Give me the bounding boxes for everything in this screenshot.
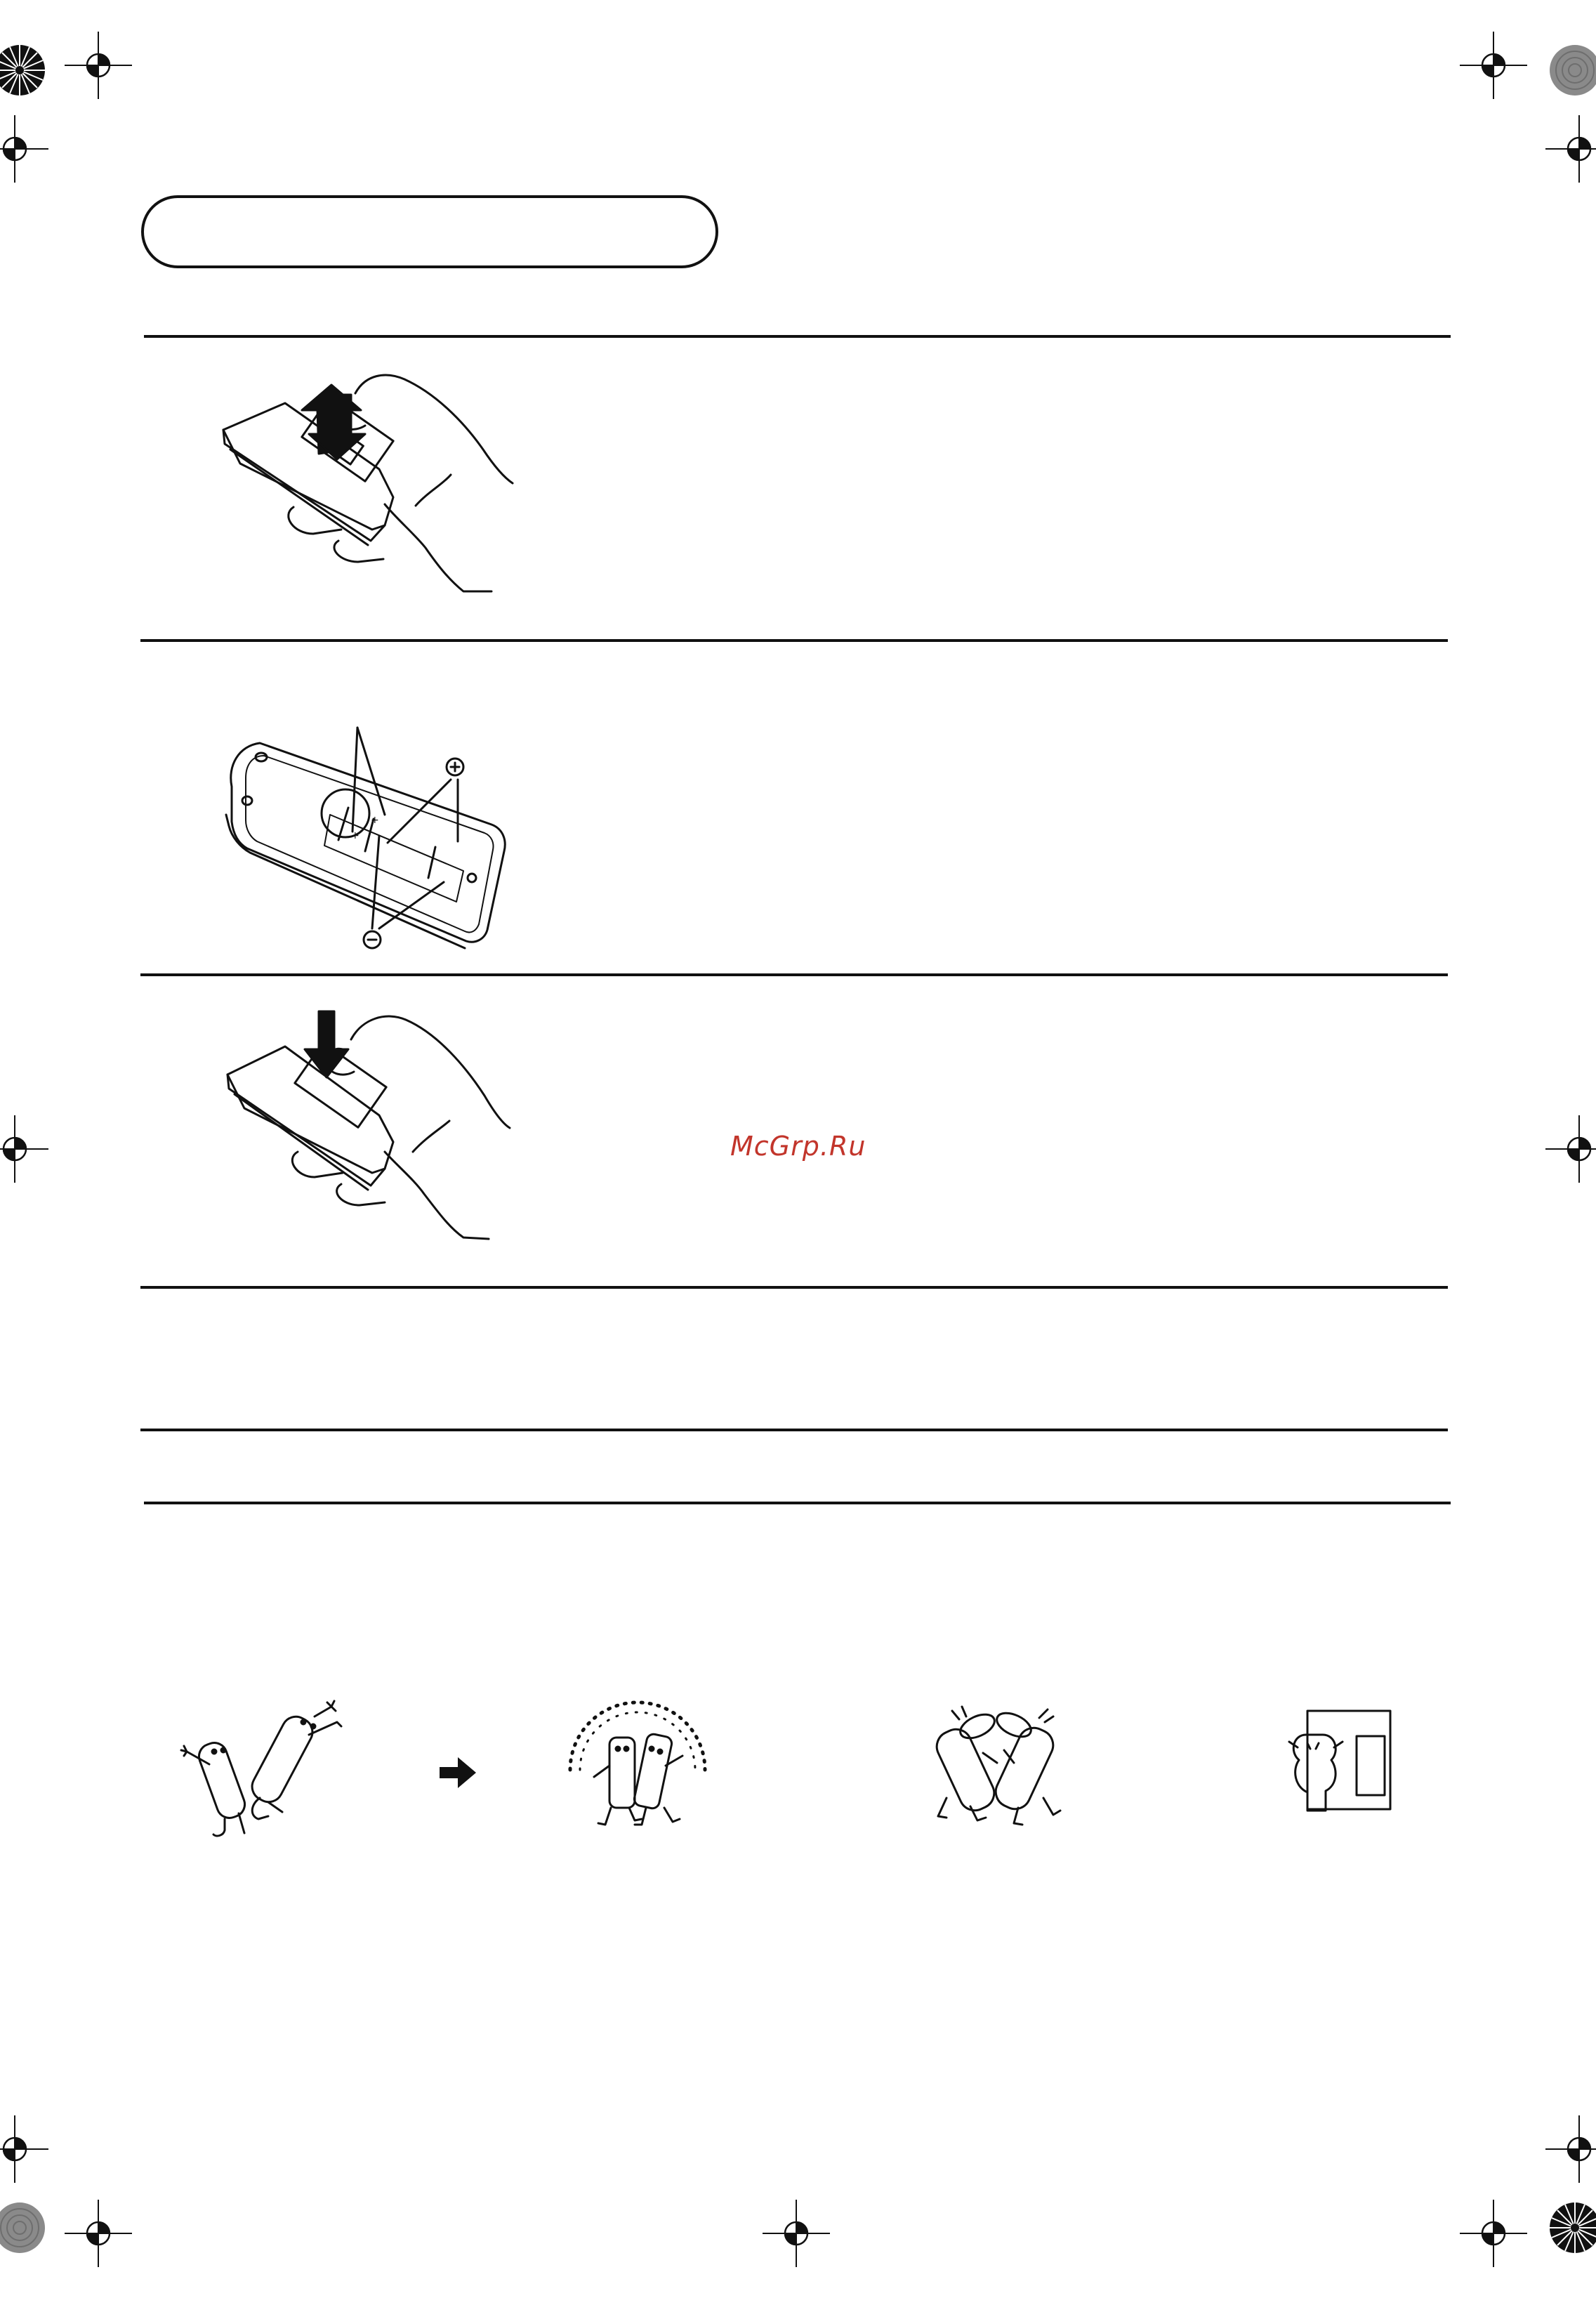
remote-open-cover-illustration bbox=[223, 375, 513, 591]
svg-text:+: + bbox=[371, 815, 379, 826]
watermark-text: McGrp.Ru bbox=[730, 1131, 866, 1162]
batteries-same-type-illustration bbox=[570, 1702, 705, 1825]
title-capsule bbox=[143, 197, 717, 267]
arrow-right-icon bbox=[440, 1757, 476, 1788]
battery-compartment-illustration bbox=[226, 728, 505, 948]
batteries-mixed-illustration bbox=[181, 1701, 341, 1836]
battery-storage-illustration bbox=[1289, 1711, 1390, 1811]
svg-text:+: + bbox=[351, 830, 360, 841]
batteries-fighting-illustration bbox=[932, 1707, 1060, 1825]
remote-close-cover-illustration bbox=[227, 1011, 510, 1239]
